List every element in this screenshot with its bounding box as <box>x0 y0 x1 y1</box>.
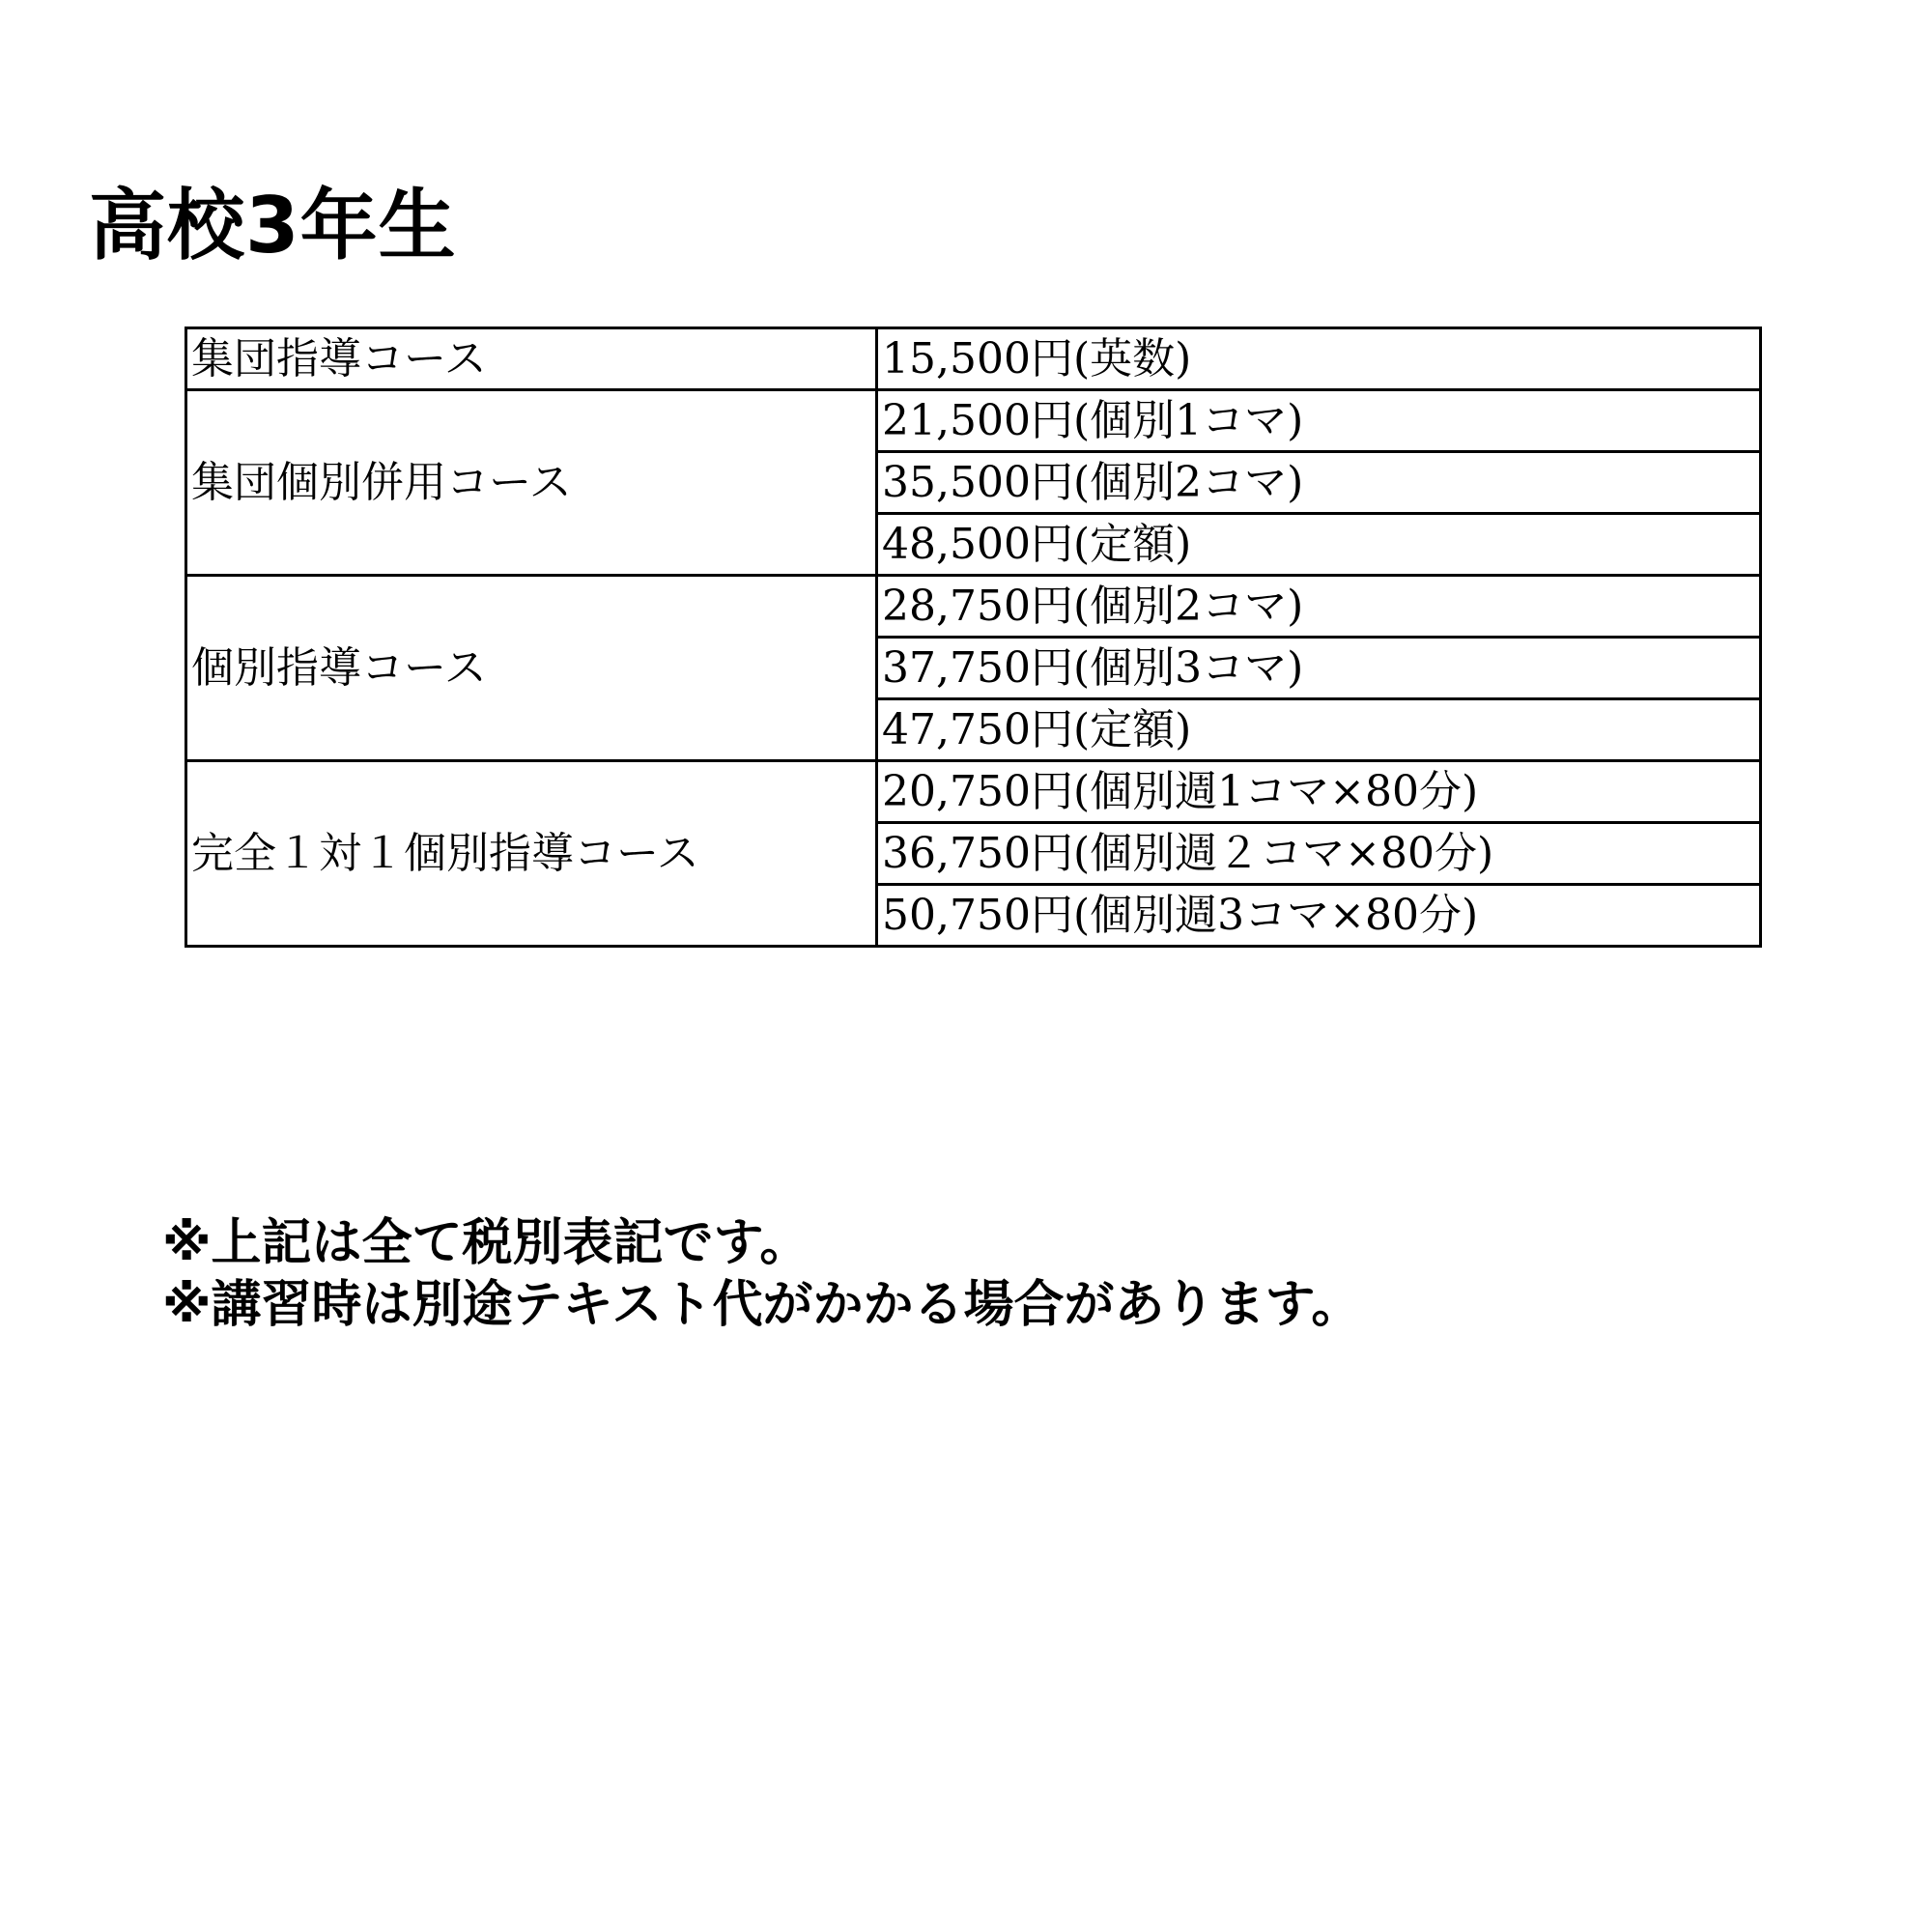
course-name-cell: 集団個別併用コース <box>186 390 877 576</box>
price-cell: 36,750円(個別週２コマ×80分) <box>877 823 1761 885</box>
price-cell: 35,500円(個別2コマ) <box>877 452 1761 514</box>
price-cell: 48,500円(定額) <box>877 514 1761 576</box>
price-cell: 28,750円(個別2コマ) <box>877 576 1761 638</box>
price-cell: 20,750円(個別週1コマ×80分) <box>877 761 1761 823</box>
course-name-cell: 集団指導コース <box>186 328 877 390</box>
price-cell: 50,750円(個別週3コマ×80分) <box>877 885 1761 947</box>
course-name-cell: 個別指導コース <box>186 576 877 761</box>
course-name-cell: 完全１対１個別指導コース <box>186 761 877 947</box>
price-table <box>185 327 1762 948</box>
textbook-fee-note: ※講習時は別途テキスト代がかかる場合があります。 <box>162 1276 1362 1334</box>
tax-note: ※上記は全て税別表記です。 <box>162 1214 810 1272</box>
table-row <box>186 576 1761 638</box>
table-row <box>186 390 1761 452</box>
page-title: 高校3年生 <box>89 181 457 270</box>
table-row <box>186 328 1761 390</box>
price-cell: 15,500円(英数) <box>877 328 1761 390</box>
price-cell: 21,500円(個別1コマ) <box>877 390 1761 452</box>
notes <box>162 1212 1361 1336</box>
price-cell: 47,750円(定額) <box>877 699 1761 761</box>
table-row <box>186 761 1761 823</box>
price-cell: 37,750円(個別3コマ) <box>877 638 1761 699</box>
